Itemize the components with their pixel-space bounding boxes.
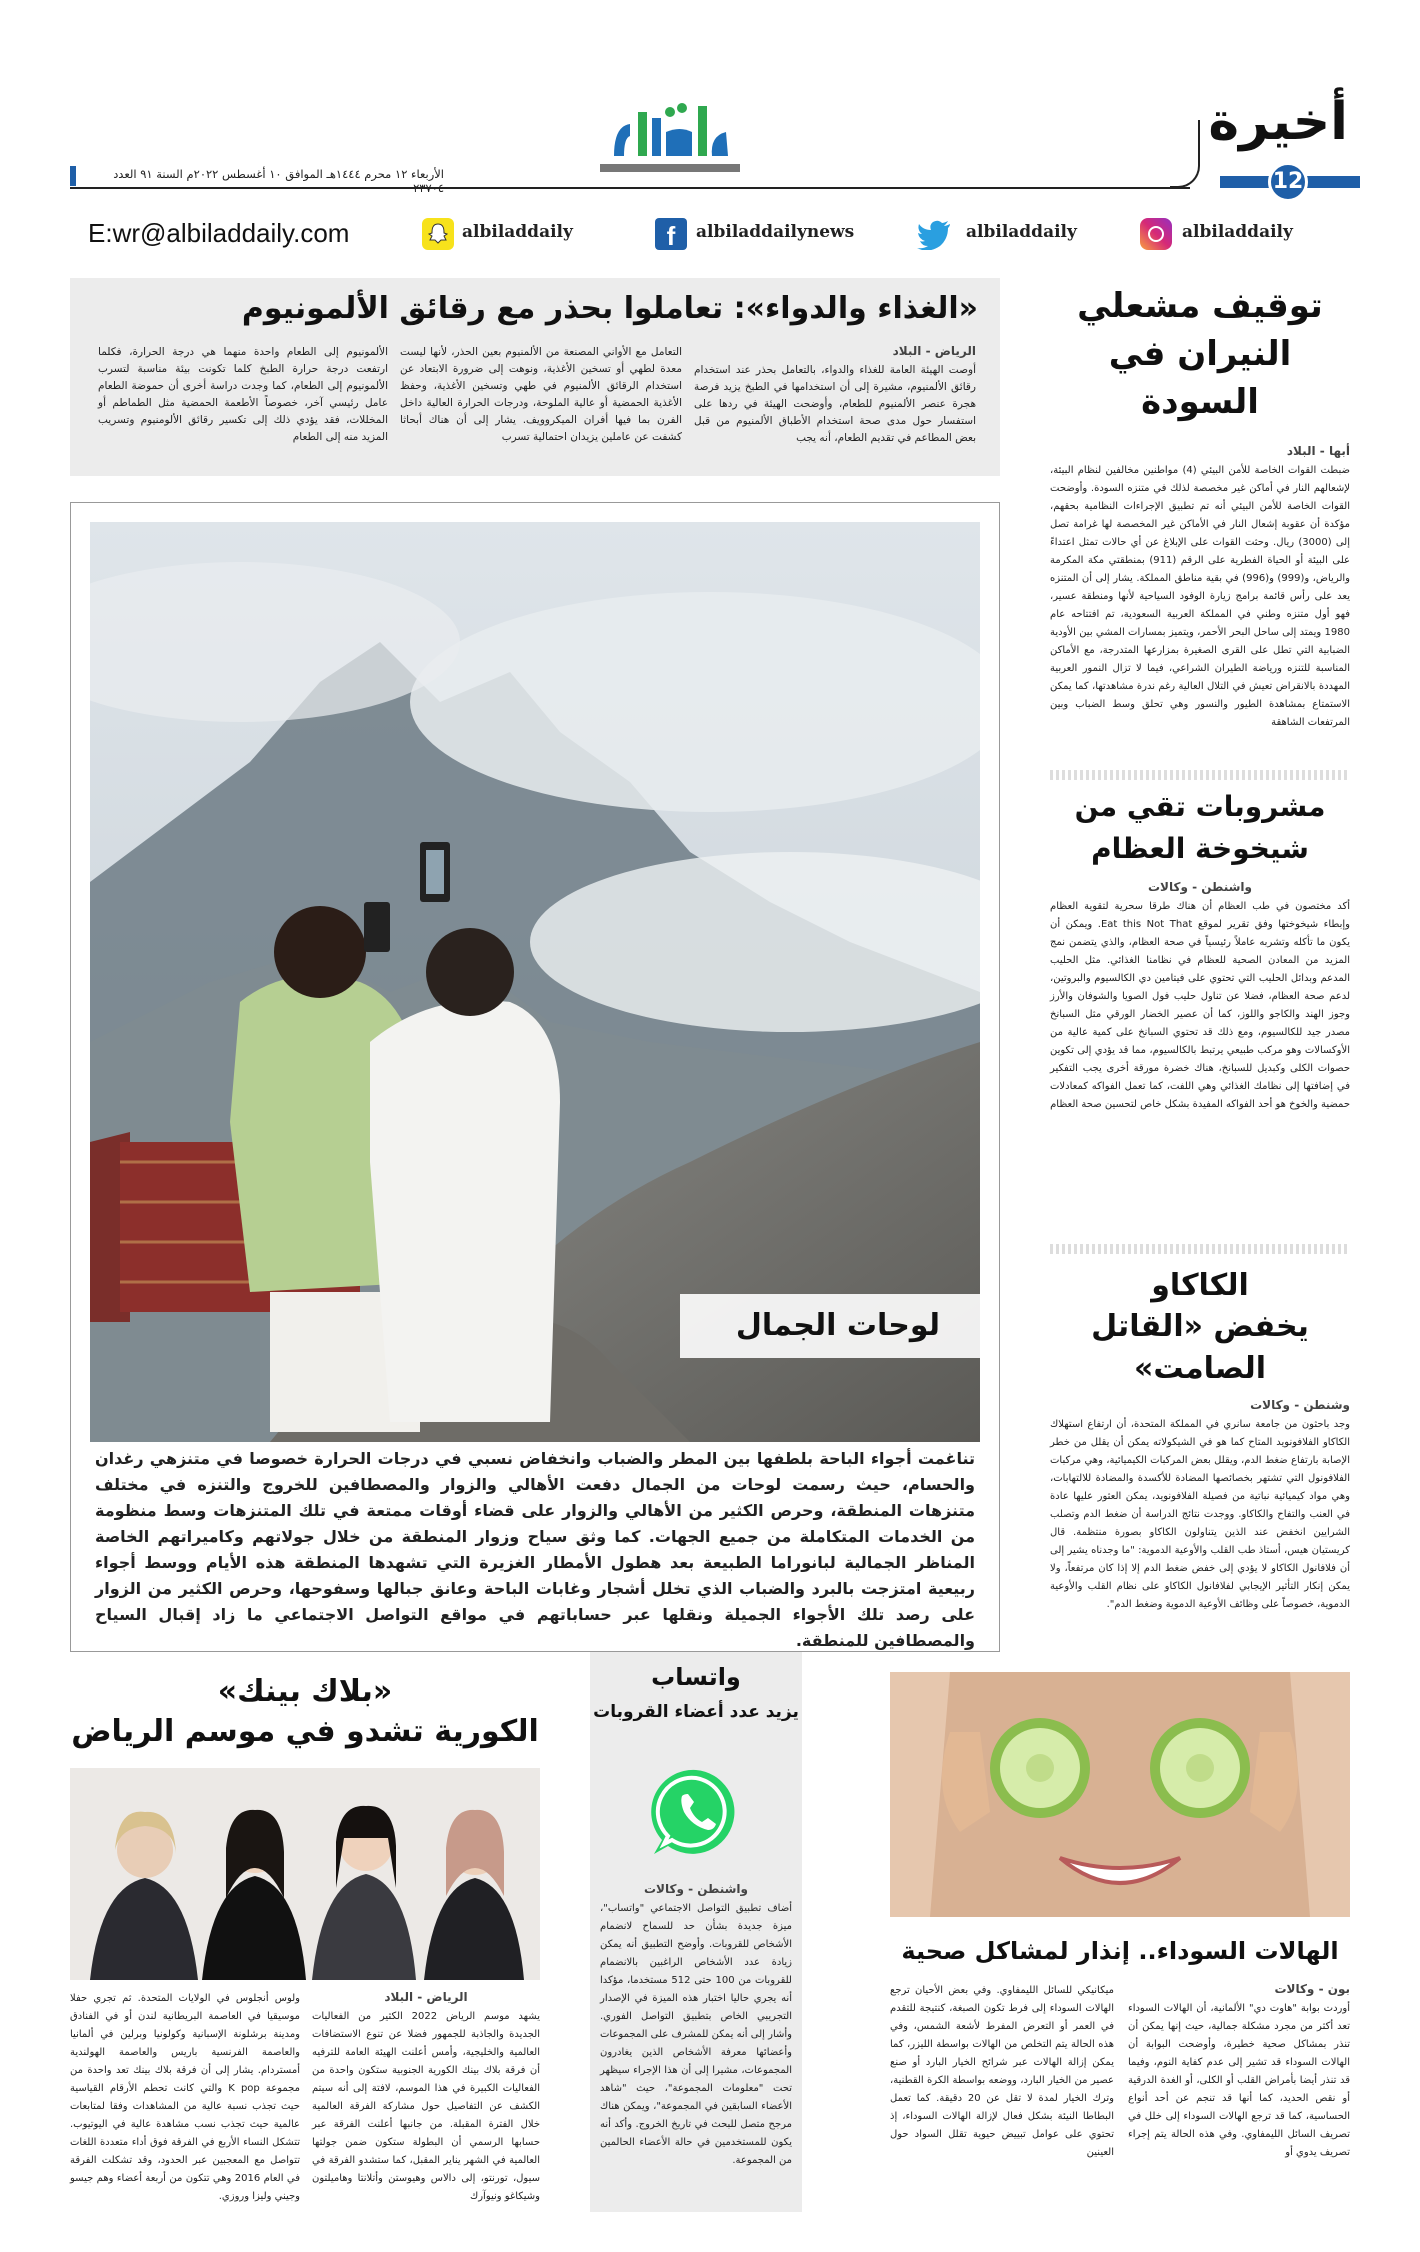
aluminum-col-1 <box>694 344 976 447</box>
whatsapp-byline: واشنطن - وكالات <box>643 1882 749 1896</box>
instagram-icon[interactable] <box>1140 218 1172 250</box>
group-portrait-image <box>70 1768 540 1980</box>
drinks-text: أكد مختصون في طب العظام أن هناك طرقا سحرية لتقوية العظام وإبطاء شيخوختها وفق تقرير لموقع Eat this Not That. ويمكن أن يكون ما تأكله وتشربه عاملاً رئيسياً في صحة العظام، والذي يتضمن نمج المزيد من المعادن الصحية للعظام في نظامنا الغذائي. مثل الحليب المدعم وبدائل الحليب التي تحتوي على فيتامين دي الكالسيوم والبروتين، لدعم صحة العظام، فضلا عن تناول حليب فول الصويا والشوفان والأرز وجوز الهند والكاجو واللوز، كما أن عصير الخضار الورقي مثل السبانخ مصدر جيد للكالسيوم، ومع ذلك قد تحتوي السبانخ على كمية عالية من الأوكسالات وهو مركب طبيعي يرتبط بالكالسيوم، مما قد يؤدي إلى تكوين حصوات الكلى وكبديل للسبانخ، هناك خضرة مورقة أخرى يجب التفكير في إضافتها إلى نظامك الغذائي وهي اللفت، كما تعمل الفواكه كمعادلات حمضية والخوخ هو أحد الفواكه المفيدة بشكل خاص لتحسين صحة العظام <box>1050 901 1350 1110</box>
twitter-icon[interactable] <box>916 218 952 250</box>
whatsapp-article <box>590 1652 802 2212</box>
darkcircles-col-2 <box>890 1982 1114 2162</box>
blackpink-headline-1: «بلاك بينك» <box>217 1674 393 1709</box>
darkcircles-headline: الهالات السوداء.. إنذار لمشاكل صحية <box>901 1937 1339 1965</box>
blackpink-headline-2: الكورية تشدو في موسم الرياض <box>71 1714 539 1749</box>
cacao-headline-1: الكاكاو <box>1151 1268 1249 1303</box>
snapchat-handle[interactable]: albiladdaily <box>462 222 573 242</box>
whatsapp-headline: واتساب <box>651 1663 741 1691</box>
snapchat-icon[interactable] <box>422 218 454 250</box>
social-bar <box>70 214 1350 254</box>
aluminum-text-1: أوصت الهيئة العامة للغذاء والدواء، بالتعامل بحذر عند استخدام رقائق الألمنيوم، مشيرة إلى أن استخدامها في الطبخ يزيد فرصة هجرة عنصر الألمنيوم للطعام، وأوضحت الهيئة في ردها على استفسار حول مدى صحة استخدام الأطباق الألمنيوم من قبل بعض المطاعم في تقديم الطعام، أنه يجب <box>694 364 976 444</box>
cacao-text: وجد باحثون من جامعة سانري في المملكة المتحدة، أن ارتفاع استهلاك الكاكاو الفلافونويد المتاح كما هو في الشيكولاته يمكن أن يقلل من خطر الإصابة بارتفاع ضغط الدم، ويقلل بعض المركبات الكيميائية، وهي مركبات الفلافونول التي تشتهر بخصائصها المضادة للأكسدة والمضادة للالتهابات، وهي مواد كيميائية نباتية من فصيلة الفلافونويد، يمكن العثور عليها عادة في العنب والتفاح والكاكاو. ووجدت نتائج الدراسة أن ضغط الدم وتصلب الشرايين انخفض عند الذين يتناولون الكاكاو بصورة منتظمة. قال كريستيان هيس، أستاذ طب القلب والأوعية الدموية: "ما وجدناه يشير إلى أن فلافانول الكاكاو لا يؤدي إلى خفض ضغط الدم إلا إذا كان مرتفعاً، ولا يمكن إنكار التأثير الإيجابي لفلافانول الكاكاو على نظام القلب والأوعية الدموية، خصوصاً على وظائف الأوعية الدموية وضغط الدم". <box>1050 1419 1350 1610</box>
whatsapp-subtitle: يزيد عدد أعضاء القروبات <box>593 1702 799 1722</box>
whatsapp-icon <box>646 1762 746 1862</box>
feature-caption: لوحات الجمال <box>735 1308 940 1343</box>
cucumber-face-image <box>890 1672 1350 1917</box>
aluminum-article <box>70 278 1000 476</box>
darkcircles-article <box>890 1672 1350 2212</box>
cacao-byline: وشنطن - وكالات <box>1250 1398 1350 1412</box>
whatsapp-body <box>600 1882 792 2170</box>
facebook-handle[interactable]: albiladdailynews <box>696 222 855 242</box>
blackpink-col-2 <box>70 1990 300 2206</box>
logo-mark <box>600 96 740 180</box>
darkcircles-text-2: ميكانيكي للسائل الليمفاوي. وفي بعض الأحيان ترجع الهالات السوداء إلى فرط تكون الصبغة، كنتيجة للتقدم في العمر أو التعرض المفرط لأشعة الشمس، وفي هذه الحالة يتم التخلص من الهالات بواسطة الليزر، كما يمكن إزالة الهالات عبر شرائح الخيار البارد أو صنع عصير من الخيار البارد، ووضعه بواسطة الكرة القطنية، وترك الخيار لمدة لا تقل عن 20 دقيقة. كما تعمل البطاطا النيئة بشكل فعال لإزالة الهالات السوداء، إذ تحتوي على عوامل تبييض حيوية تقلل السواد حول العينين <box>890 1985 1115 2158</box>
fire-text: ضبطت القوات الخاصة للأمن البيئي (4) مواطنين مخالفين لنظام البيئة، لإشعالهم النار في أماكن غير مخصصة لذلك في متنزه السودة. وأوضحت القوات الخاصة للأمن البيئي أنه تم تطبيق الإجراءات النظامية بحقهم، مؤكدة أن عقوبة إشعال النار في الأماكن غير المخصصة لها غرامة تصل إلى (3000) ريال. وحثت القوات على الإبلاغ عن أي حالات تمثل اعتداءً على البيئة أو الحياة الفطرية على الرقم (911) بمنطقتي مكة المكرمة والرياض، و(999) و(996) في بقية مناطق المملكة. يشار إلى أن المتنزه يعد على رأس قائمة برامج زيارة الوفود السياحية لأنها ومنطقة عسير، فهو أول متنزه وطني في المملكة العربية السعودية، تم افتتاحه عام 1980 ويمتد إلى ساحل البحر الأحمر، ويتميز بمسارات المشي بين الأودية الضبابية التي تطل على القرى الصغيرة بمزارعها المتدرجة، مع الأماكن المناسبة للتنزه ورياضة الطيران الشراعي، فيما لا تزال النمور العربية المهددة بالانقراض تعيش في التلال العالية رغم ندرة مشاهدتها، كما يمكن الاستمتاع بمشاهدة الطيور والنسور وهي تحلق وسط الضباب وبين المرتفعات الشاهقة <box>1050 465 1351 728</box>
separator <box>1050 1244 1350 1254</box>
blackpink-col-1 <box>312 1990 540 2206</box>
feature-text <box>95 1446 975 1654</box>
instagram-handle[interactable]: albiladdaily <box>1182 222 1293 242</box>
fire-headline: توقيف مشعلي النيران في السودة <box>1077 286 1323 422</box>
feature-caption-box <box>680 1294 980 1358</box>
whatsapp-text: أضاف تطبيق التواصل الاجتماعي "واتساب"، ميزة جديدة بشأن حد للسماح لانضمام الأشخاص للقروبات. وأوضح التطبيق أنه يمكن زيادة عدد الأشخاص الراغبين بالانضمام للقروبات من 100 حتى 512 مستخدما، مؤكدا أنه يجري حاليا اختبار هذه الميزة في الإصدار التجريبي الخاص بتطبيق التواصل الفوري. وأشار إلى أنه يمكن للمشرف على المجموعات وأعضائها معرفة الأشخاص الذين يغادرون المجموعات، مشيرا إلى أن هذا الإجراء سيظهر تحت "معلومات المجموعة"، حيث "شاهد الأعضاء السابقين في المجموعة"، ويمكن هناك مرجح متصل للبحث في تاريخ الخروج. وأكد أنه يكون للمستخدمين في حالة الأعضاء الحالمين من المجموعة. <box>600 1903 792 2166</box>
drinks-byline: واشنطن - وكالات <box>1147 880 1253 894</box>
fire-byline: أبها - البلاد <box>1286 444 1350 458</box>
feature-body: تناغمت أجواء الباحة بلطفها بين المطر والضباب وانخفاض نسبي في درجات الحرارة خصوصا في متنزهي رغدان والحسام، حيث رسمت لوحات من الجمال دفعت الأهالي والزوار والمصطافين للخروج والتنزه في مختلف متنزهات المنطقة، وحرص الكثير من الأهالي والزوار على قضاء أوقات ممتعة في تلك المتنزهات وسط منظومة من الخدمات المتكاملة من جميع الجهات. كما وثق سياح وزوار المنطقة من خلال جولاتهم وكاميراتهم الخاصة المناظر الجمالية لبانوراما الطبيعة بعد هطول الأمطار الغزيرة التي تشهدها المنطقة هذه الأيام ووسط أجواء ربيعية امتزجت بالبرد والضباب الذي تخلل أشجار وغابات الباحة وعانق جبالها وسفوحها، وحرص الكثير من الزوار على رصد تلك الأجواء الجميلة ونقلها عبر حساباتهم في مواقع التواصل الاجتماعي ما زاد إقبال السياح والمصطافين للمنطقة. <box>95 1449 975 1650</box>
cacao-article <box>1050 1266 1350 1666</box>
darkcircles-text-1: أوردت بوابة "هاوت دي" الألمانية، أن الهالات السوداء تعد أكثر من مجرد مشكلة جمالية، حيث إنها يمكن أن تنذر بمشاكل صحية خطيرة، وأوضحت البوابة أن الهالات السوداء قد تشير إلى عدم كفاية النوم، وفيما قد تنذر أيضا بأمراض القلب أو الكلى، أو الغدة الدرقية أو نقص الحديد، كما أنها قد تنجم عن أحد أنواع الحساسية، كما قد ترجع الهالات السوداء إلى خلل في تصريف السائل الليمفاوي. وفي هذه الحالة يتم إجراء تصريف يدوي أو <box>1128 2003 1350 2158</box>
date-bar <box>70 166 76 186</box>
cacao-headline-2: يخفض «القاتل الصامت» <box>1091 1309 1309 1386</box>
blackpink-text-2: ولوس أنجلوس في الولايات المتحدة. ثم تجري حفلا موسيقيا في العاصمة البريطانية لندن أو في الفنادق ومدينة برشلونة الإسبانية وكولونيا وبرلين في ألمانيا والعاصمة الفرنسية باريس والعاصمة الهولندية أمستردام. يشار إلى أن فرقة بلاك بينك تعد واحدة من مجموعة K pop والتي كانت تحطم الأرقام القياسية حيث تجذب نسبة عالية من المشاهدات وفقا لمتابعات عالمية حيث تجذب نسب مشاهدة عالية في اليوتيوب. تتشكل النساء الأربع في الفرقة فوق أداء متعددة اللغات تتواصل مع المعجبين عبر الحدود، وقد تشكلت الفرقة في العام 2016 وهي تتكون من أربعة أعضاء وهم جيسو وجيني وليزا وروزي. <box>70 1993 300 2202</box>
aluminum-col-2 <box>400 344 682 446</box>
aluminum-text-3: الألمونيوم إلى الطعام واحدة منهما هي درجة الحرارة، فكلما ارتفعت درجة حرارة الطبخ كلما تكونت بيئة مناسبة لتسرب الألمونيوم إلى الطعام، كما وجدت دراسة أخرى أن حموضة الطعام عامل رئيسي آخر، خصوصاً الأطعمة الحمضية مثل الطماطم أو المخللات، فقد يؤدي ذلك إلى تكسير رقائق الألومنيوم وتسريب المزيد منه إلى الطعام <box>98 346 388 443</box>
email-address[interactable]: E:wr@albiladdaily.com <box>88 218 350 248</box>
header-curve <box>1170 120 1200 188</box>
blackpink-photo <box>70 1768 540 1980</box>
darkcircles-photo <box>890 1672 1350 1917</box>
drinks-article <box>1050 786 1350 1226</box>
drinks-headline: مشروبات تقي من شيخوخة العظام <box>1074 790 1326 865</box>
masthead <box>0 0 1420 200</box>
page-number-badge: 12 <box>1268 162 1308 202</box>
aluminum-col-3 <box>98 344 388 446</box>
blackpink-article <box>70 1672 540 2212</box>
aluminum-byline: الرياض - البلاد <box>892 344 976 358</box>
newspaper-logo <box>600 96 740 180</box>
blackpink-text-1: يشهد موسم الرياض 2022 الكثير من الفعاليات الجديدة والجاذبة للجمهور فضلا عن تنوع الاستضافات العالمية والخليجية، وأمس أعلنت الهيئة العامة للترفيه أن فرقة بلاك بينك الكورية الجنوبية ستكون واحدة من الفعاليات الكبيرة في هذا الموسم، لافتة إلى أنه سيتم الكشف عن التفاصيل حول مشاركة الفرقة العالمية خلال الفترة المقبلة. من جانبها أعلنت الفرقة عبر حسابها الرسمي أن البطولة ستكون ضمن جولتها العالمية في الشهر يناير المقبل، كما ستشدو الفرقة في سيول، تورنتو، إلى دالاس وهيوستن وأتلانتا وهاميلتون وشيكاغو ونيوآرك <box>312 2011 540 2202</box>
darkcircles-byline: بون - وكالات <box>1274 1982 1350 1996</box>
blackpink-byline: الرياض - البلاد <box>384 1990 468 2004</box>
section-title: أخيرة <box>1208 92 1348 152</box>
twitter-handle[interactable]: albiladdaily <box>966 222 1077 242</box>
feature-photo <box>90 522 980 1442</box>
aluminum-headline: «الغذاء والدواء»: تعاملوا بحذر مع رقائق الألمونيوم <box>241 291 978 326</box>
fire-article <box>1050 278 1350 768</box>
darkcircles-col-1 <box>1128 1982 1350 2162</box>
separator <box>1050 770 1350 780</box>
facebook-icon[interactable]: f <box>655 218 687 250</box>
aluminum-text-2: التعامل مع الأواني المصنعة من الألمنيوم بعين الحذر، لأنها ليست معدة لطهي أو تسخين الأغذية، ونوهت إلى ضرورة الابتعاد عن استخدام الرقائق الألمنيوم في طهي وتسخين الأغذية، وحفظ الأغذية الحمضية أو عالية الملوحة، ودرجات الحرارة العالية داخل الفرن بما فيها أفران الميكروويف. يشار إلى أن هناك أبحاثا كشفت عن عاملين يزيدان احتمالية تسرب <box>400 346 682 443</box>
date-line: الأربعاء ١٢ محرم ١٤٤٤هـ الموافق ١٠ أغسطس ٢٠٢٢م السنة ٩١ العدد ٢٣٧٠٤ <box>113 167 444 195</box>
